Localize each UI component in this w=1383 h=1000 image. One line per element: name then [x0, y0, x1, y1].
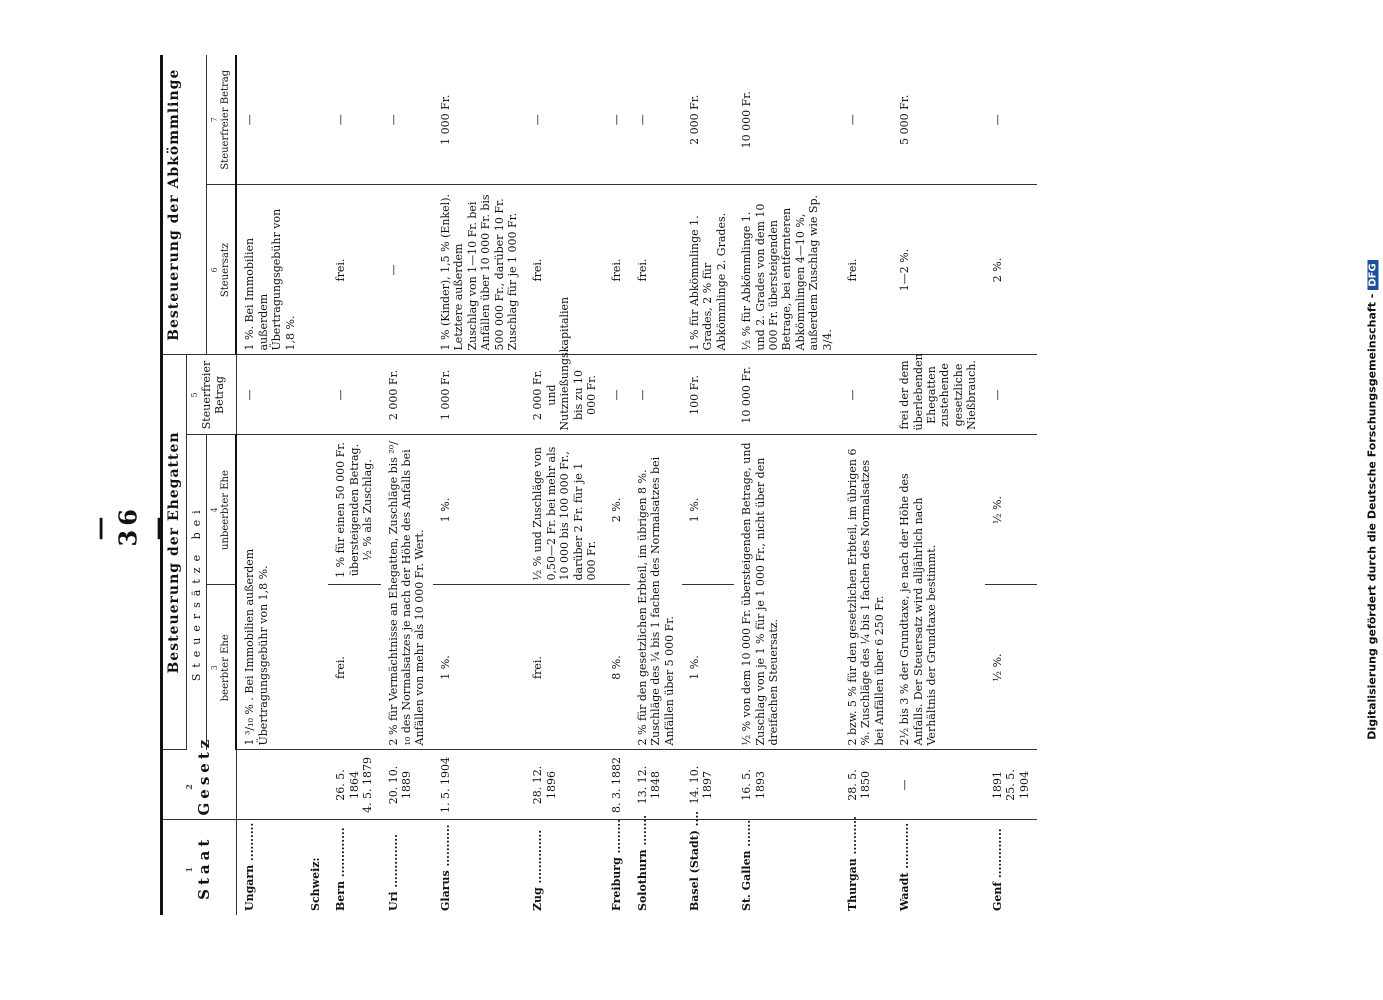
- table-cell: 1 %. Bei Immobilien außerdem Übertragungsgebühr von 1,8 %.: [236, 185, 303, 355]
- table-cell: 2 %.: [985, 185, 1037, 355]
- dfg-logo: DFG: [1368, 260, 1379, 289]
- table-cell: —: [328, 355, 380, 435]
- table-row: [236, 55, 303, 915]
- table-row: [892, 55, 984, 915]
- table-cell: ½ %.: [985, 435, 1037, 585]
- table-cell: ½ %.: [985, 585, 1037, 750]
- table-row: [604, 55, 629, 915]
- table-cell: Thurgau ..........: [846, 816, 860, 911]
- table-cell: [303, 355, 328, 435]
- table-cell: 1 000 Fr.: [433, 55, 525, 185]
- table-cell: 16. 5. 1893: [734, 750, 840, 820]
- table-cell: 1 %.: [682, 585, 734, 750]
- table-cell: 2 000 Fr.: [381, 355, 433, 435]
- table-cell: 1 ³/₁₀ % . Bei Immobilien außerdem Übertragungsgebühr von 1,8 %.: [236, 435, 303, 750]
- table-cell: 8 %.: [604, 585, 629, 750]
- header-state: 1 Staat: [162, 820, 237, 915]
- table-row: [328, 55, 380, 915]
- header-spouse-group: Besteuerung der Ehegatten: [162, 355, 187, 750]
- tax-table-rotated: [160, 55, 1270, 915]
- table-cell: —: [840, 355, 892, 435]
- table-cell: —: [525, 55, 604, 185]
- table-row: [734, 55, 840, 915]
- digitization-credit: [1366, 110, 1379, 890]
- table-cell: —: [381, 55, 433, 185]
- table-cell: 28. 12. 1896: [525, 750, 604, 820]
- header-law: 2 Gesetz: [162, 750, 237, 820]
- table-cell: Ungarn ..........: [242, 822, 256, 911]
- table-row: [840, 55, 892, 915]
- table-cell: —: [630, 355, 682, 435]
- table-cell: ½ % von dem 10 000 Fr. übersteigenden Betrage, und Zuschlag von je 1 % für je 1 000 Fr., nicht über den dreifachen Steuersatz.: [734, 435, 840, 750]
- table-cell: —: [892, 750, 984, 820]
- table-cell: —: [840, 55, 892, 185]
- table-cell: Solothurn ........: [635, 814, 649, 911]
- table-row: [985, 55, 1037, 915]
- table-cell: —: [236, 355, 303, 435]
- table-cell: 8. 3. 1882: [604, 750, 629, 820]
- table-cell: 5 000 Fr.: [892, 55, 984, 185]
- table-cell: 2 % für Vermächtnisse an Ehegatten, Zuschläge bis ²⁰/₁₀ des Normalsatzes je nach der Höhe des Anfalls bei Anfällen von mehr als 10 000 Fr. Wert.: [381, 435, 433, 750]
- table-cell: frei.: [525, 185, 604, 355]
- header-desc-taxfree: 7 Steuerfreier Betrag: [207, 55, 236, 185]
- page-number: — 36 —: [84, 505, 172, 547]
- header-rates: Steuersätze bei: [187, 435, 207, 750]
- table-row: [525, 55, 604, 915]
- header-inheriting: 3 beerbter Ehe: [207, 585, 236, 750]
- table-cell: Freiburg .........: [610, 818, 624, 911]
- header-childless: 4 unbeerbter Ehe: [207, 435, 236, 585]
- table-cell: 28. 5. 1850: [840, 750, 892, 820]
- table-cell: 20. 10. 1889: [381, 750, 433, 820]
- table-cell: 1 %.: [433, 585, 525, 750]
- table-cell: 1—2 %.: [892, 185, 984, 355]
- table-cell: —: [985, 355, 1037, 435]
- table-cell: Schweiz:: [309, 857, 323, 911]
- header-desc-rate: 6 Steuersatz: [207, 185, 236, 355]
- table-cell: 13. 12. 1848: [630, 750, 682, 820]
- table-cell: 2½ bis 3 % der Grundtaxe, je nach der Höhe des Anfalls. Der Steuersatz wird alljährlich nach Verhältnis der Grundtaxe bestimmt.: [892, 435, 984, 750]
- table-row: [630, 55, 682, 915]
- table-cell: 2 % für den gesetzlichen Erbteil, im übrigen 8 %. Zuschläge des ¼ bis 1 fachen des Normalsatzes bei Anfällen über 5 000 Fr.: [630, 435, 682, 750]
- table-cell: —: [236, 55, 303, 185]
- table-cell: ½ % und Zuschläge von 0,50—2 Fr. bei mehr als 10 000 bis 100 000 Fr., darüber 2 Fr. für je 1 000 Fr.: [525, 435, 604, 585]
- table-cell: frei.: [840, 185, 892, 355]
- table-cell: St. Gallen .......: [740, 819, 754, 911]
- table-cell: Glarus ...........: [438, 824, 452, 911]
- table-cell: [303, 750, 328, 820]
- table-cell: —: [381, 185, 433, 355]
- table-cell: frei.: [630, 185, 682, 355]
- table-cell: Waadt ............: [898, 822, 912, 911]
- table-cell: Bern .............: [334, 827, 348, 911]
- table-cell: 10 000 Fr.: [734, 55, 840, 185]
- table-cell: [303, 435, 328, 750]
- table-cell: 2 000 Fr. und Nutznießungskapitalien bis zu 10 000 Fr.: [525, 355, 604, 435]
- table-cell: 1 % für Abkömmlinge 1. Grades, 2 % für Abkömmlinge 2. Grades.: [682, 185, 734, 355]
- credit-text: Digitalisierung gefördert durch die Deutsche Forschungsgemeinschaft -: [1365, 293, 1379, 740]
- tax-table: [160, 55, 1037, 915]
- table-cell: 10 000 Fr.: [734, 355, 840, 435]
- table-cell: 100 Fr.: [682, 355, 734, 435]
- table-cell: ½ % für Abkömmlinge 1. und 2. Grades von dem 10 000 Fr. übersteigenden Betrage, bei entfernteren Abkömmlingen 4—10 %, außerdem Zuschlag wie Sp. 3/4.: [734, 185, 840, 355]
- table-cell: 1 %.: [682, 435, 734, 585]
- table-cell: Basel (Stadt) ....: [687, 810, 701, 911]
- table-cell: 1891 25. 5. 1904: [985, 750, 1037, 820]
- table-cell: 1. 5. 1904: [433, 750, 525, 820]
- table-cell: —: [328, 55, 380, 185]
- table-cell: —: [985, 55, 1037, 185]
- table-cell: frei.: [328, 185, 380, 355]
- table-cell: Uri ..............: [386, 833, 400, 911]
- table-cell: frei.: [604, 185, 629, 355]
- table-cell: [303, 55, 328, 185]
- table-row: [381, 55, 433, 915]
- table-cell: 1 % (Kinder), 1,5 % (Enkel). Letztere außerdem Zuschlag von 1—10 Fr. bei Anfällen über 10 000 Fr. bis 500 000 Fr., darüber 10 Fr. Zuschlag für je 1 000 Fr.: [433, 185, 525, 355]
- header-descendants-group: Besteuerung der Abkömmlinge: [162, 55, 207, 355]
- table-cell: frei der dem überlebenden Ehegatten zustehende gesetzliche Nießbrauch.: [892, 355, 984, 435]
- table-row: [433, 55, 525, 915]
- table-cell: Zug ..............: [531, 829, 545, 911]
- table-cell: 2 000 Fr.: [682, 55, 734, 185]
- table-cell: 2 %.: [604, 435, 629, 585]
- table-cell: 2 bzw. 5 % für den gesetzlichen Erbteil, im übrigen 6 %. Zuschläge des ¼ bis 1 fachen des Normalsatzes bei Anfällen über 6 250 Fr.: [840, 435, 892, 750]
- table-cell: 1 000 Fr.: [433, 355, 525, 435]
- table-cell: —: [630, 55, 682, 185]
- table-cell: 1 % für einen 50 000 Fr. übersteigenden Betrag. ½ % als Zuschlag.: [328, 435, 380, 585]
- table-cell: 26. 5. 1864 4. 5. 1879: [328, 750, 380, 820]
- table-cell: —: [604, 355, 629, 435]
- table-cell: Genf .............: [990, 828, 1004, 911]
- table-cell: [236, 750, 303, 820]
- table-cell: frei.: [525, 585, 604, 750]
- table-row: [682, 55, 734, 915]
- table-cell: —: [604, 55, 629, 185]
- table-row: [303, 55, 328, 915]
- table-cell: 14. 10. 1897: [682, 750, 734, 820]
- header-taxfree: 5 Steuerfreier Betrag: [187, 355, 237, 435]
- table-cell: frei.: [328, 585, 380, 750]
- table-cell: [303, 185, 328, 355]
- table-cell: 1 %.: [433, 435, 525, 585]
